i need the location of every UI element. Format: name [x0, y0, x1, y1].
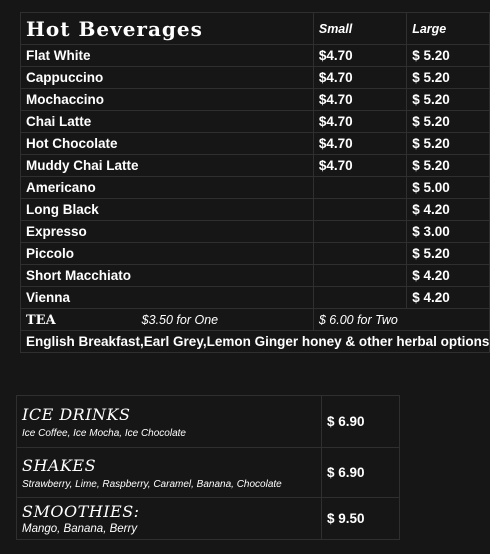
small-header — [313, 13, 406, 45]
cold-row — [17, 448, 400, 498]
item-name: Hot Chocolate — [21, 133, 314, 155]
small-price: $4.70 — [313, 133, 406, 155]
item-name: Piccolo — [21, 243, 314, 265]
small-price: $4.70 — [313, 155, 406, 177]
small-price: $4.70 — [313, 45, 406, 67]
large-header — [407, 13, 490, 45]
item-name: Vienna — [21, 287, 314, 309]
small-price — [313, 243, 406, 265]
tea-large-cell — [313, 309, 490, 331]
small-price — [313, 287, 406, 309]
menu-row — [21, 243, 490, 265]
tea-large-price: $ 6.00 for Two — [318, 313, 398, 327]
cold-item-desc: Strawberry, Lime, Raspberry, Caramel, Banana, Chocolate — [22, 478, 282, 490]
large-price: $ 5.20 — [407, 89, 490, 111]
title-text: Hot Beverages — [26, 16, 203, 41]
tea-small-price: $3.50 for One — [141, 312, 219, 327]
menu-row — [21, 221, 490, 243]
large-price: $ 3.00 — [407, 221, 490, 243]
menu-row — [21, 287, 490, 309]
large-price: $ 5.00 — [407, 177, 490, 199]
cold-item-cell — [17, 448, 322, 498]
small-price: $4.70 — [313, 89, 406, 111]
cold-item-name: SMOOTHIES: — [22, 502, 140, 521]
hot-beverages-table — [20, 12, 490, 353]
menu-row — [21, 67, 490, 89]
cold-row — [17, 498, 400, 540]
cold-item-price: $ 6.90 — [322, 396, 400, 448]
cold-item-cell — [17, 498, 322, 540]
cold-row — [17, 396, 400, 448]
cold-item-name: ICE DRINKS — [22, 404, 131, 424]
large-price: $ 5.20 — [407, 133, 490, 155]
menu-row — [21, 199, 490, 221]
item-name: Expresso — [21, 221, 314, 243]
large-price: $ 5.20 — [407, 111, 490, 133]
small-price — [313, 177, 406, 199]
menu-row — [21, 133, 490, 155]
item-name: Chai Latte — [21, 111, 314, 133]
menu-row — [21, 45, 490, 67]
large-price: $ 5.20 — [407, 243, 490, 265]
large-price: $ 5.20 — [407, 45, 490, 67]
cold-item-desc: Ice Coffee, Ice Mocha, Ice Chocolate — [22, 427, 186, 439]
item-name: Americano — [21, 177, 314, 199]
small-price: $4.70 — [313, 67, 406, 89]
item-name: Flat White — [21, 45, 314, 67]
cold-item-name: SHAKES — [22, 455, 97, 475]
small-price — [313, 265, 406, 287]
menu-row — [21, 111, 490, 133]
small-price — [313, 199, 406, 221]
tea-cell — [21, 309, 314, 331]
large-price: $ 4.20 — [407, 265, 490, 287]
large-header-text: Large — [412, 22, 447, 36]
small-header-text: Small — [318, 22, 353, 36]
item-name: Short Macchiato — [21, 265, 314, 287]
menu-row — [21, 155, 490, 177]
large-price: $ 5.20 — [407, 67, 490, 89]
cold-drinks-table — [16, 395, 400, 540]
menu-row — [21, 177, 490, 199]
large-price: $ 4.20 — [407, 287, 490, 309]
small-price — [313, 221, 406, 243]
tea-row — [21, 309, 490, 331]
menu-row — [21, 265, 490, 287]
item-name: Long Black — [21, 199, 314, 221]
menu-row — [21, 89, 490, 111]
item-name: Mochaccino — [21, 89, 314, 111]
item-name: Cappuccino — [21, 67, 314, 89]
tea-options-note: English Breakfast,Earl Grey,Lemon Ginger honey & other herbal options — [21, 331, 490, 353]
item-name: Muddy Chai Latte — [21, 155, 314, 177]
cold-item-cell — [17, 396, 322, 448]
section-title — [21, 13, 314, 45]
cold-item-desc: Mango, Banana, Berry — [22, 523, 138, 535]
cold-item-price: $ 9.50 — [322, 498, 400, 540]
tea-name: TEA — [26, 312, 56, 328]
large-price: $ 5.20 — [407, 155, 490, 177]
large-price: $ 4.20 — [407, 199, 490, 221]
header-row — [21, 13, 490, 45]
cold-item-price: $ 6.90 — [322, 448, 400, 498]
small-price: $4.70 — [313, 111, 406, 133]
tea-note-row — [21, 331, 490, 353]
